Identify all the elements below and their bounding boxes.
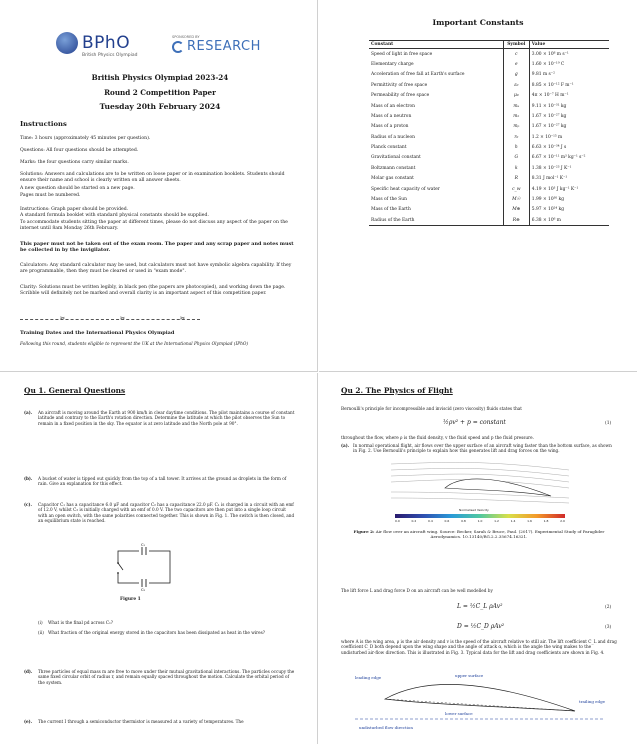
colorbar-tick: 1.6 xyxy=(527,519,532,523)
constants-row xyxy=(369,132,609,142)
velocity-colorbar xyxy=(395,514,565,518)
constants-row xyxy=(369,122,609,132)
marks-text: Marks: the four questions carry similar marks. xyxy=(20,160,129,165)
question-1-page xyxy=(0,373,318,744)
question-title: Qu 1. General Questions xyxy=(24,386,126,395)
part-text: An aircraft is moving around the Earth at 900 km/h in clear daytime conditions. The pilot maintains a course of constant latitude and contrary to the Earth's rotation direction. Determine the latitude at which the pilot observes the Sun to remain in a fixed position in the sky. The equator is at zero latitude and the North pole at 90°. xyxy=(38,410,295,426)
constant-value: 1.99 × 10³⁰ kg xyxy=(531,197,565,203)
constant-name: Permeability of free space xyxy=(371,93,430,99)
constant-symbol: c xyxy=(503,49,529,59)
column-header: Constant xyxy=(369,41,503,49)
constant-value: 3.00 × 10⁸ m s⁻¹ xyxy=(531,51,569,57)
constant-symbol: mₚ xyxy=(503,122,529,132)
constant-name: Mass of a neutron xyxy=(371,113,412,119)
part-text: What is the final pd across C₁? xyxy=(48,620,113,625)
constant-symbol: mₙ xyxy=(503,111,529,121)
colorbar-title: Normalised Velocity xyxy=(459,508,489,512)
sketch-label: undisturbed flow direction xyxy=(359,725,413,730)
g-research-logo-icon xyxy=(172,41,184,53)
constant-name: Elementary charge xyxy=(371,61,414,67)
constants-row xyxy=(369,142,609,152)
constant-value: 4π × 10⁻⁷ H m⁻¹ xyxy=(531,93,569,99)
part-label: (a). xyxy=(24,410,33,415)
constant-value: 1.67 × 10⁻²⁷ kg xyxy=(531,113,567,119)
part-label: (c). xyxy=(24,502,32,507)
figure-2-text: Air flow over an aircraft wing. Source: Becker, Sarah & Bruce, Paul. (2017). Experimental Study of Paraglider Aerodynamics. 10.13140/RG.2.2.35674.16321. xyxy=(375,529,605,540)
colorbar-tick: 1.8 xyxy=(543,519,549,523)
constant-value: 6.38 × 10⁶ m xyxy=(529,215,609,225)
time-text: Time: 3 hours (approximately 45 minutes per question). xyxy=(20,136,151,141)
part-text: A bucket of water is tipped out quickly from the top of a tall tower. It arrives at the ground as droplets in the form of rain. Give an explanation for this effect. xyxy=(38,476,287,487)
part-label: (a). xyxy=(341,443,350,448)
constant-value: 1.60 × 10⁻¹⁹ C xyxy=(531,61,565,67)
scissors-icon: ✂ xyxy=(120,315,126,322)
equation-3-number: (3) xyxy=(605,625,612,630)
constant-symbol: M⊕ xyxy=(503,205,529,215)
part-text: Capacitor C₁ has a capacitance 6.0 μF and capacitor C₂ has a capacitance 22.0 μF. C₁ is charged in a circuit with an emf of 12.0 V, whilst C₂ is initially charged with an emf of 0.0 V. The two capacitors are then put into a single loop circuit with an open switch, with the same polarities connected together. This is shown in Fig. 1. The switch is then closed, and an equilibrium state is reached. xyxy=(38,502,295,524)
constant-value: 9.81 m s⁻² xyxy=(531,72,555,78)
constant-symbol: e xyxy=(503,59,529,69)
figure-1-caption: Figure 1 xyxy=(120,597,141,602)
constant-value: 9.11 × 10⁻³¹ kg xyxy=(531,103,567,109)
colorbar-tick: 1.4 xyxy=(510,519,516,523)
constants-row xyxy=(369,49,609,59)
bpho-logo-text: BPhO xyxy=(82,33,131,53)
calculators-text: Calculators: Any standard calculator may be used, but calculators must not have symbolic algebra capability. If they are programmable, then they must be cleared or used in "exam mode". xyxy=(20,263,292,274)
constant-value: 5.97 × 10²⁴ kg xyxy=(531,207,565,213)
constant-symbol: mₑ xyxy=(503,101,529,111)
constant-value: 8.85 × 10⁻¹² F m⁻¹ xyxy=(531,82,574,88)
colorbar-tick: 0.4 xyxy=(428,519,433,523)
training-text: Following this round, students eligible to represent the UK at the International Physics Olympiad (IPhO) xyxy=(20,342,249,347)
constant-name: Mass of an electron xyxy=(371,103,415,109)
constants-row xyxy=(369,111,609,121)
after-equation-1-text: throughout the flow, where ρ is the fluid density, v the fluid speed and p the fluid pressure. xyxy=(341,435,534,440)
cover-page xyxy=(0,0,318,372)
constant-value: 4.19 × 10³ J kg⁻¹ K⁻¹ xyxy=(531,186,579,192)
constant-name: Planck constant xyxy=(371,145,407,151)
part-label: (d). xyxy=(24,669,33,674)
constant-symbol: r₀ xyxy=(503,132,529,142)
colorbar-tick: 2.0 xyxy=(560,519,565,523)
constants-row xyxy=(369,90,609,100)
constants-row xyxy=(369,59,609,69)
constant-name: Radius of the Earth xyxy=(369,215,503,225)
after-equation-3-text: where A is the wing area, ρ is the air density and v is the speed of the aircraft relative to still air. The lift coefficient C_L and drag coefficient C_D both depend upon the wing shape and the angle of attack α, which is the angle the wing makes to the undisturbed air-flow direction. This is illustrated in Fig. 3. Typical data for the lift and drag coefficients are shown in Fig. 4. xyxy=(341,639,617,655)
warning-text: This paper must not be taken out of the exam room. The paper and any scrap paper and notes must be collected in by the invigilator. xyxy=(20,241,294,253)
equation-2-number: (2) xyxy=(605,605,612,610)
formula-text: A standard formula booklet with standard physical constants should be supplied. xyxy=(20,213,209,218)
constant-symbol: ε₀ xyxy=(503,80,529,90)
solutions-text: Solutions: Answers and calculations are to be written on loose paper or in examination booklets. Students should ensure their name and school is clearly written on all answer sheets. xyxy=(20,172,285,183)
colorbar-tick: 1.0 xyxy=(477,519,483,523)
numbered-text: Pages must be numbered. xyxy=(20,193,81,198)
circuit-label-c2: C₂ xyxy=(141,588,146,591)
constant-name: Boltzmann constant xyxy=(371,165,416,171)
equation-1-number: (1) xyxy=(605,421,612,426)
circuit-label-c1: C₁ xyxy=(141,543,146,547)
part-text: What fraction of the original energy stored in the capacitors has been dissipated as heat in the wires? xyxy=(48,630,265,635)
part-label: (e). xyxy=(24,719,33,724)
capacitor-circuit-diagram xyxy=(110,543,178,591)
constant-name: Speed of light in free space xyxy=(371,51,433,57)
colorbar-ticks xyxy=(395,519,565,523)
constants-row xyxy=(369,80,609,90)
constant-name: Acceleration of free fall at Earth's surface xyxy=(371,72,465,78)
constant-symbol: G xyxy=(503,153,529,163)
part-label: (i) xyxy=(38,620,43,625)
paper-subtitle: Round 2 Competition Paper xyxy=(104,88,216,97)
equation-1: ½ρv² + p = constant xyxy=(443,419,506,426)
colorbar-tick: 0.8 xyxy=(461,519,466,523)
question-title: Qu 2. The Physics of Flight xyxy=(341,386,453,395)
lift-intro-text: The lift force L and drag force D on an aircraft can be well modelled by xyxy=(341,588,493,593)
bpho-globe-icon xyxy=(56,32,78,54)
bpho-logo-subtitle: British Physics Olympiad xyxy=(82,53,138,58)
colorbar-tick: 0.2 xyxy=(411,519,417,523)
constant-name: Mass of the Sun xyxy=(371,197,407,203)
constants-table xyxy=(369,40,609,226)
constant-name: Mass of a proton xyxy=(371,124,409,130)
constant-symbol: g xyxy=(503,70,529,80)
constant-value: 1.38 × 10⁻²³ J K⁻¹ xyxy=(531,165,572,171)
column-header: Symbol xyxy=(503,41,529,49)
constant-value: 1.67 × 10⁻²⁷ kg xyxy=(531,124,567,130)
part-label: (b). xyxy=(24,476,33,481)
accommodate-text: To accommodate students sitting the paper at different times, please do not discuss any aspect of the paper on the internet until 8am Monday 26th February. xyxy=(20,220,288,231)
constants-row xyxy=(369,215,609,225)
equation-2: L = ½C_L ρAv² xyxy=(457,603,503,610)
constant-symbol: h xyxy=(503,142,529,152)
constant-name: Molar gas constant xyxy=(371,176,414,182)
constant-value: 8.31 J mol⁻¹ K⁻¹ xyxy=(531,176,568,182)
constant-symbol: R xyxy=(503,174,529,184)
question-2-page xyxy=(319,373,637,744)
intro-text: Bernoulli's principle for incompressible and inviscid (zero viscosity) fluids states that xyxy=(341,406,522,411)
training-heading: Training Dates and the International Physics Olympiad xyxy=(20,330,175,336)
colorbar-tick: 0.6 xyxy=(444,519,450,523)
angle-of-attack-sketch xyxy=(335,669,625,739)
sketch-label: leading edge xyxy=(355,675,382,680)
figure-2-label: Figure 2: xyxy=(353,529,375,534)
constants-row xyxy=(369,70,609,80)
constants-row xyxy=(369,205,609,215)
sketch-label: trailing edge xyxy=(579,699,606,704)
constant-symbol: R⊕ xyxy=(503,215,529,225)
constants-row xyxy=(369,153,609,163)
scissors-icon: ✂ xyxy=(180,315,186,322)
part-text: In normal operational flight, air flows over the upper surface of an aircraft wing faster than the bottom surface, as shown in Fig. 2. Use Bernoulli's principle to explain how this generates lift and drag forces on the wing. xyxy=(353,443,612,454)
constants-title: Important Constants xyxy=(432,18,524,27)
constant-name: Mass of the Earth xyxy=(371,207,411,213)
sponsor-label: SPONSORED BY xyxy=(172,35,200,39)
colorbar-tick: 0.0 xyxy=(395,519,400,523)
constants-row xyxy=(369,101,609,111)
scissors-icon: ✂ xyxy=(60,315,66,322)
figure-2-caption xyxy=(339,529,619,539)
paper-date: Tuesday 20th February 2024 xyxy=(99,102,221,111)
instructions-heading: Instructions xyxy=(20,120,67,128)
constant-value: 6.67 × 10⁻¹¹ m³ kg⁻¹ s⁻² xyxy=(531,155,586,161)
constant-value: 6.63 × 10⁻³⁴ J s xyxy=(531,145,567,151)
constants-header-row xyxy=(369,41,609,49)
equation-3: D = ½C_D ρAv² xyxy=(457,623,505,630)
constant-value: 1.2 × 10⁻¹⁵ m xyxy=(531,134,563,140)
column-header: Value xyxy=(529,41,609,49)
constants-row xyxy=(369,163,609,173)
constants-row xyxy=(369,194,609,204)
part-text: The current I through a semiconductor thermistor is measured at a variety of temperatures. The xyxy=(38,719,244,724)
constant-symbol: k xyxy=(503,163,529,173)
constant-name: Radius of a nucleon xyxy=(371,134,415,140)
part-text: Three particles of equal mass m are free to move under their mutual gravitational interactions. The particles occupy the same fixed circular orbit of radius r, and remain equally spaced throughout the motion. Calculate the orbital period of the system. xyxy=(38,669,295,685)
constant-name: Gravitational constant xyxy=(371,155,421,161)
new-question-text: A new question should be started on a new page. xyxy=(20,186,135,191)
sketch-label: lower surface xyxy=(445,711,473,716)
sketch-label: upper surface xyxy=(455,673,484,678)
constant-symbol: μ₀ xyxy=(503,90,529,100)
constant-symbol: c_w xyxy=(503,184,529,194)
part-label: (ii) xyxy=(38,630,44,635)
colorbar-tick: 1.2 xyxy=(494,519,499,523)
constants-row xyxy=(369,174,609,184)
graph-paper-text: Instructions: Graph paper should be provided. xyxy=(20,207,129,212)
questions-text: Questions: All four questions should be attempted. xyxy=(20,148,139,153)
constant-name: Specific heat capacity of water xyxy=(371,186,440,192)
constants-row xyxy=(369,184,609,194)
clarity-text: Clarity: Solutions must be written legibly, in black pen (the papers are photocopied), and working down the page. Scribble will definitely not be marked and overall clarity is an important aspect of this competition paper. xyxy=(20,285,286,296)
constant-name: Permittivity of free space xyxy=(371,82,428,88)
header-logos xyxy=(56,32,276,64)
cut-line xyxy=(20,319,200,320)
constant-symbol: M☉ xyxy=(503,194,529,204)
constants-page xyxy=(319,0,637,372)
paper-title: British Physics Olympiad 2023-24 xyxy=(91,73,229,82)
sponsor-name: RESEARCH xyxy=(187,39,261,54)
